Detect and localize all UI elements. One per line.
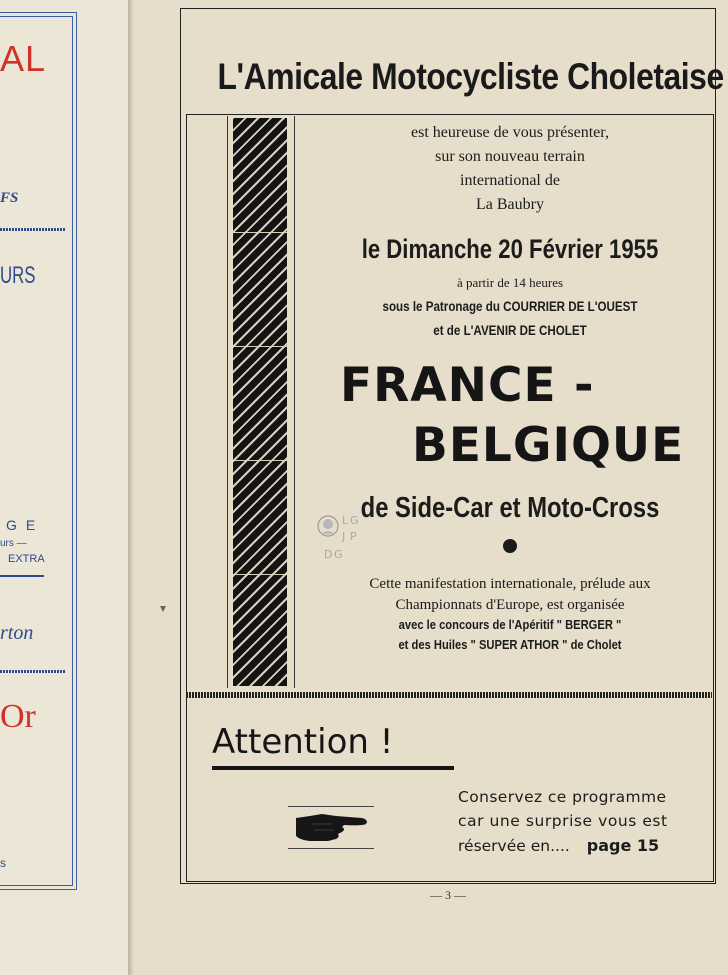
page-fold (128, 0, 134, 975)
patronage-line-1: sous le Patronage du COURRIER DE L'OUEST (382, 299, 638, 314)
left-page-dotted-rule (0, 228, 66, 231)
svg-text:L: L (342, 514, 349, 527)
headline-belgique: BELGIQUE (412, 418, 685, 473)
pointing-hand-icon (292, 810, 370, 844)
margin-mark (160, 606, 166, 612)
headline-france: FRANCE - (340, 358, 595, 413)
collector-stamp-icon (314, 512, 366, 564)
notice-line-3 (458, 836, 659, 855)
left-page-dotted-rule-2 (0, 670, 66, 673)
left-page-frame-inner (0, 16, 73, 886)
left-page-ge-fragment: GE (6, 517, 45, 533)
left-page-extra: EXTRA (8, 553, 45, 565)
left-page-fs-fragment: FS (0, 190, 19, 206)
svg-text:D: D (324, 548, 333, 561)
body-line-2: Championnats d'Europe, est organisée (395, 597, 625, 613)
left-page-wave-rule (0, 572, 44, 577)
event-time: à partir de 14 heures (456, 275, 564, 290)
intro-line-3: international de (460, 172, 560, 189)
section-divider (186, 692, 712, 698)
intro-line-1: est heureuse de vous présenter, (411, 124, 609, 141)
page-title: L'Amicale Motocycliste Choletaise (217, 56, 724, 97)
notice-line-2: car une surprise vous est (458, 812, 668, 830)
event-subtitle: de Side-Car et Moto-Cross (360, 492, 660, 524)
left-page-urs-small: urs — (0, 538, 27, 549)
left-page-urs-fragment: URS (0, 262, 36, 289)
attention-underline (212, 766, 454, 770)
left-facing-page (0, 0, 130, 975)
intro-line-2: sur son nouveau terrain (435, 148, 585, 165)
page-number: — 3 — (430, 888, 466, 902)
hand-rule-bottom (288, 848, 374, 849)
sponsor-line-1: avec le concours de l'Apéritif " BERGER " (398, 617, 622, 632)
body-line-1: Cette manifestation internationale, prélude aux (369, 576, 651, 592)
notice-line-3-text: réservée en.... (458, 837, 570, 855)
notice-line-1: Conservez ce programme (458, 788, 667, 806)
bullet-dot (503, 539, 517, 553)
notice-page-reference: page 15 (586, 836, 660, 855)
left-page-title-fragment: AL (0, 38, 47, 79)
svg-text:J: J (342, 530, 346, 543)
event-date: le Dimanche 20 Février 1955 (361, 234, 659, 264)
hand-rule-top (288, 806, 374, 807)
svg-text:P: P (350, 530, 357, 543)
svg-text:G: G (334, 548, 343, 561)
left-page-s-fragment: s (0, 856, 6, 870)
decorative-column-dividers (233, 118, 287, 686)
sponsor-line-2: et des Huiles " SUPER ATHOR " de Cholet (398, 637, 622, 652)
left-page-or-fragment: Or (0, 698, 36, 735)
attention-heading: Attention ! (212, 722, 394, 762)
intro-line-4: La Baubry (476, 196, 544, 213)
left-page-rton-fragment: rton (0, 622, 34, 644)
svg-text:G: G (350, 514, 359, 527)
patronage-line-2: et de L'AVENIR DE CHOLET (433, 323, 587, 338)
